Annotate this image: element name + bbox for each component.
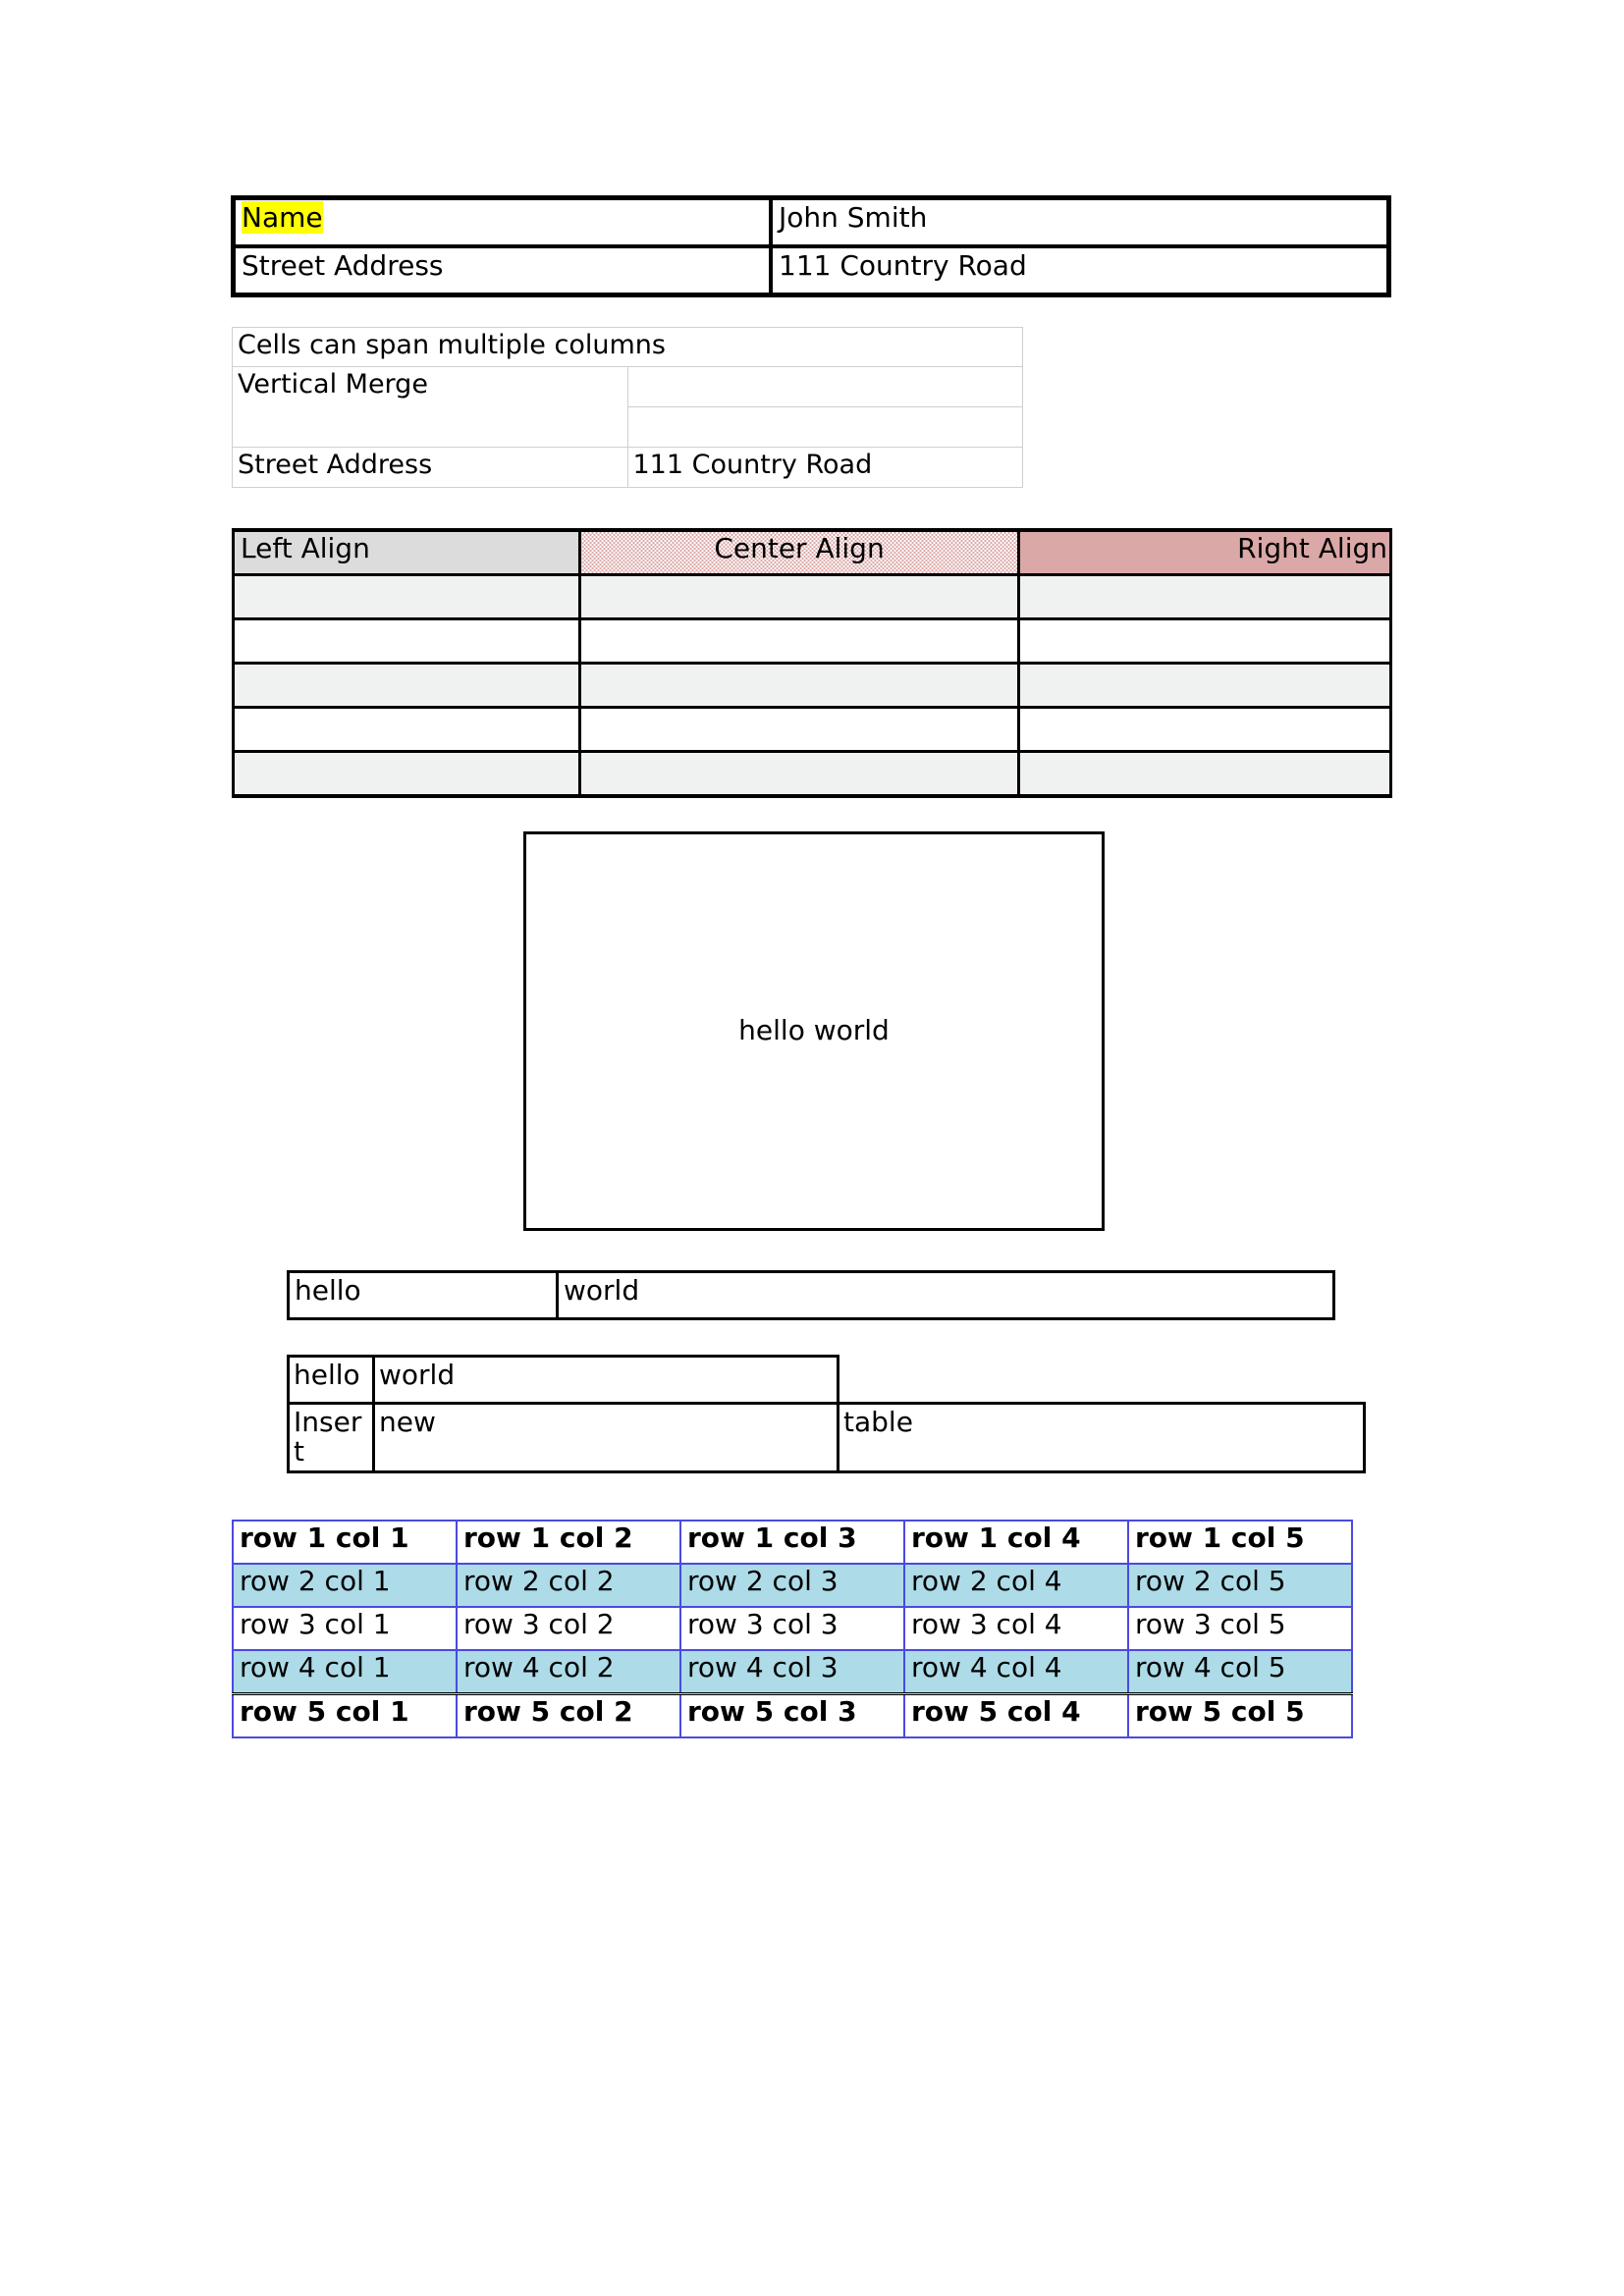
highlighted-text-name: Name [242,201,323,234]
table-row [233,367,1023,407]
grid-cell: row 1 col 4 [904,1521,1128,1564]
table-row [234,708,1391,752]
table-row [289,1272,1334,1319]
align-cell [1019,708,1391,752]
span-address-label: Street Address [233,448,628,488]
merge-right-top-cell [627,367,1023,407]
grid-cell: row 2 col 5 [1128,1564,1352,1607]
table-row [233,448,1023,488]
grid-cell: row 3 col 5 [1128,1607,1352,1650]
grid-cell: row 5 col 2 [457,1694,680,1738]
hw2-cell-new: new [374,1404,839,1472]
grid-cell: row 5 col 4 [904,1694,1128,1738]
row-col-grid-table [232,1520,1353,1738]
grid-cell: row 2 col 1 [233,1564,457,1607]
grid-cell: row 2 col 2 [457,1564,680,1607]
basic-row-label-name [234,198,772,247]
table-row [289,1357,1365,1404]
align-cell [1019,752,1391,797]
align-cell [580,619,1019,664]
table-row [525,833,1104,1230]
basic-row-value-name: John Smith [771,198,1389,247]
align-cell [580,708,1019,752]
table-row [234,664,1391,708]
align-cell [234,664,580,708]
basic-row-value-address: 111 Country Road [771,246,1389,295]
align-cell [234,752,580,797]
merge-right-bottom-cell [627,407,1023,448]
table-row [233,1607,1352,1650]
grid-cell: row 2 col 4 [904,1564,1128,1607]
hello-world-box-text: hello world [525,833,1104,1230]
hw2-cell-hello: hello [289,1357,374,1404]
insert-new-table [287,1355,1366,1473]
grid-cell: row 5 col 5 [1128,1694,1352,1738]
grid-cell: row 5 col 1 [233,1694,457,1738]
hw-cell-hello: hello [289,1272,558,1319]
align-cell [580,664,1019,708]
grid-cell: row 3 col 4 [904,1607,1128,1650]
align-cell [1019,664,1391,708]
hw2-cell-empty [839,1357,1365,1404]
hw2-cell-world: world [374,1357,839,1404]
grid-cell: row 3 col 2 [457,1607,680,1650]
table-row [234,752,1391,797]
hw2-cell-insert: Insert [289,1404,374,1472]
grid-cell: row 1 col 2 [457,1521,680,1564]
table-row [289,1404,1365,1472]
align-header-right: Right Align [1019,530,1391,575]
table-row [234,198,1389,247]
grid-cell: row 4 col 2 [457,1650,680,1694]
table-row [233,1650,1352,1694]
align-cell [234,708,580,752]
hello-world-box [523,831,1105,1231]
align-cell [580,575,1019,619]
hello-world-row-table [287,1270,1335,1320]
table-row [233,1694,1352,1738]
table-row [233,328,1023,367]
grid-cell: row 4 col 5 [1128,1650,1352,1694]
table-row [234,530,1391,575]
align-cell [234,575,580,619]
table-row [234,246,1389,295]
grid-cell: row 5 col 3 [680,1694,904,1738]
hw2-cell-table: table [839,1404,1365,1472]
align-cell [580,752,1019,797]
grid-cell: row 1 col 5 [1128,1521,1352,1564]
align-cell [1019,619,1391,664]
table-row [233,1521,1352,1564]
grid-cell: row 1 col 3 [680,1521,904,1564]
grid-cell: row 3 col 3 [680,1607,904,1650]
grid-cell: row 3 col 1 [233,1607,457,1650]
alignment-table [232,528,1392,798]
vertical-merge-cell: Vertical Merge [233,367,628,448]
align-cell [234,619,580,664]
grid-cell: row 4 col 3 [680,1650,904,1694]
basic-row-label-address: Street Address [234,246,772,295]
align-header-left: Left Align [234,530,580,575]
table-row [234,575,1391,619]
span-merge-table [232,327,1023,488]
grid-cell: row 4 col 4 [904,1650,1128,1694]
align-header-center: Center Align [580,530,1019,575]
grid-cell: row 4 col 1 [233,1650,457,1694]
align-cell [1019,575,1391,619]
table-row [234,619,1391,664]
span-header-cell: Cells can span multiple columns [233,328,1023,367]
span-address-value: 111 Country Road [627,448,1023,488]
basic-info-table [231,195,1391,297]
hw-cell-world: world [558,1272,1334,1319]
grid-cell: row 1 col 1 [233,1521,457,1564]
table-row [233,1564,1352,1607]
grid-cell: row 2 col 3 [680,1564,904,1607]
